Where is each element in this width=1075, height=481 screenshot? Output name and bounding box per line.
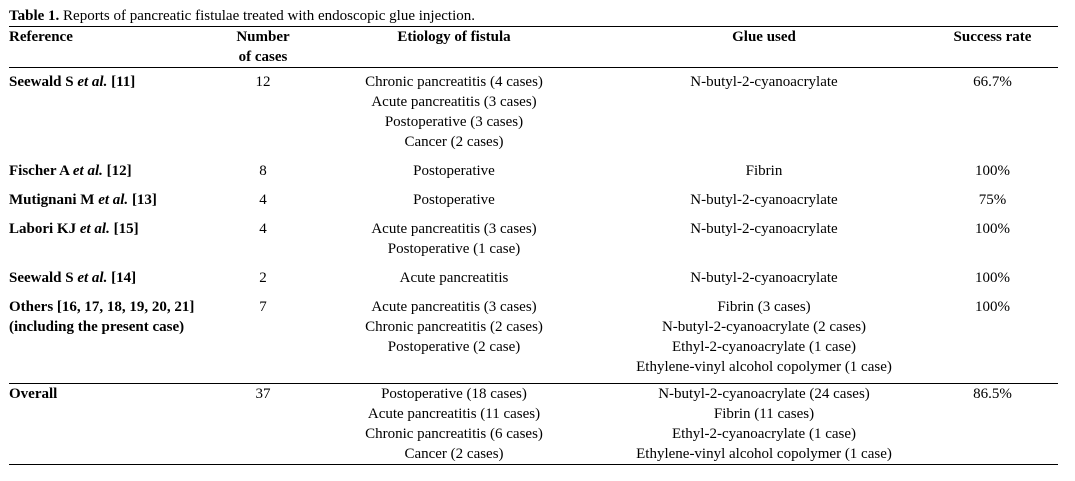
etiology-cell-line: Postoperative (2 case): [387, 339, 521, 355]
header-number-of-cases: [219, 27, 307, 68]
header-number-line1: Number: [236, 29, 290, 45]
reference-cell: [9, 297, 219, 384]
table-row: [9, 268, 1058, 297]
fistulae-table: [9, 26, 1058, 465]
etiology-cell: [307, 190, 601, 219]
cases-cell: 8: [259, 163, 267, 179]
cases-cell: 7: [259, 299, 267, 315]
glue-cell-line: Fibrin: [745, 163, 783, 179]
table-row: [9, 161, 1058, 190]
caption-label: Table 1.: [9, 8, 60, 24]
overall-etiology: [307, 384, 601, 465]
overall-row: [9, 384, 1058, 465]
etiology-cell-line: Acute pancreatitis (3 cases): [371, 299, 537, 315]
overall-etiology-line: Acute pancreatitis (11 cases): [367, 406, 541, 422]
reference-etal: et al.: [77, 74, 108, 90]
success-cell: 66.7%: [973, 74, 1012, 90]
glue-cell: [601, 161, 927, 190]
table-header: [9, 27, 1058, 68]
success-cell: 100%: [975, 270, 1010, 286]
etiology-cell-line: Postoperative (1 case): [387, 241, 521, 257]
reference-etal: et al.: [77, 270, 108, 286]
etiology-cell: [307, 219, 601, 268]
cases-cell: 4: [259, 221, 267, 237]
glue-cell-line: N-butyl-2-cyanoacrylate: [690, 270, 838, 286]
reference-citation: [15]: [109, 221, 139, 237]
reference-cell: [9, 268, 219, 297]
glue-cell: [601, 190, 927, 219]
cases-cell: 4: [259, 192, 267, 208]
glue-cell-line: N-butyl-2-cyanoacrylate: [690, 192, 838, 208]
etiology-cell-line: Postoperative: [413, 192, 495, 208]
overall-etiology-line: Cancer (2 cases): [404, 446, 504, 462]
success-cell: 75%: [978, 192, 1007, 208]
overall-etiology-line: Postoperative (18 cases): [381, 386, 527, 402]
overall-glue-line: N-butyl-2-cyanoacrylate (24 cases): [658, 386, 870, 402]
etiology-cell-line: Chronic pancreatitis (2 cases): [365, 319, 543, 335]
glue-cell: [601, 297, 927, 384]
etiology-cell: [307, 297, 601, 384]
success-cell: 100%: [975, 163, 1010, 179]
table-container: [9, 7, 1058, 465]
reference-citation: [12]: [102, 163, 132, 179]
reference-name: Seewald S: [9, 74, 78, 90]
header-reference: Reference: [9, 29, 73, 45]
header-row: [9, 27, 1058, 68]
header-success-rate: Success rate: [953, 29, 1032, 45]
etiology-cell: [307, 68, 601, 162]
etiology-cell-line: Chronic pancreatitis (4 cases): [365, 74, 543, 90]
etiology-cell: [307, 161, 601, 190]
table-row: [9, 297, 1058, 384]
reference-citation: [14]: [107, 270, 137, 286]
overall-cases: 37: [255, 386, 271, 402]
table-row: [9, 190, 1058, 219]
reference-name: Mutignani M: [9, 192, 99, 208]
glue-cell: [601, 68, 927, 162]
header-number-line2: of cases: [238, 49, 288, 65]
reference-cell: [9, 68, 219, 162]
reference-etal: et al.: [79, 221, 110, 237]
reference-note: (including the present case): [9, 319, 185, 335]
table-row: [9, 68, 1058, 162]
overall-glue-line: Fibrin (11 cases): [713, 406, 815, 422]
reference-citation: [13]: [128, 192, 157, 208]
glue-cell-line: N-butyl-2-cyanoacrylate: [690, 74, 838, 90]
table-body: [9, 68, 1058, 465]
etiology-cell-line: Cancer (2 cases): [404, 134, 504, 150]
reference-name: Fischer A: [9, 163, 73, 179]
glue-cell-line: N-butyl-2-cyanoacrylate: [690, 221, 838, 237]
glue-cell-line: Ethylene-vinyl alcohol copolymer (1 case): [636, 359, 892, 375]
table-caption: [9, 7, 1058, 26]
cases-cell: 12: [255, 74, 271, 90]
etiology-cell-line: Acute pancreatitis (3 cases): [371, 221, 537, 237]
overall-label: Overall: [9, 386, 58, 402]
overall-etiology-line: Chronic pancreatitis (6 cases): [365, 426, 543, 442]
reference-etal: et al.: [72, 163, 103, 179]
reference-name: Seewald S: [9, 270, 78, 286]
overall-glue: [601, 384, 927, 465]
reference-cell: [9, 219, 219, 268]
caption-text: Reports of pancreatic fistulae treated with endoscopic glue injection.: [59, 8, 475, 24]
header-etiology: Etiology of fistula: [397, 29, 511, 45]
reference-name: Others [16, 17, 18, 19, 20, 21]: [9, 299, 195, 315]
reference-name: Labori KJ: [9, 221, 80, 237]
overall-glue-line: Ethyl-2-cyanoacrylate (1 case): [671, 426, 857, 442]
reference-cell: [9, 161, 219, 190]
etiology-cell-line: Acute pancreatitis: [399, 270, 509, 286]
etiology-cell-line: Postoperative (3 cases): [384, 114, 524, 130]
glue-cell-line: Fibrin (3 cases): [717, 299, 811, 315]
overall-success: 86.5%: [973, 386, 1012, 402]
glue-cell-line: N-butyl-2-cyanoacrylate (2 cases): [661, 319, 867, 335]
overall-glue-line: Ethylene-vinyl alcohol copolymer (1 case): [636, 446, 892, 462]
reference-cell: [9, 190, 219, 219]
cases-cell: 2: [259, 270, 267, 286]
success-cell: 100%: [975, 221, 1010, 237]
etiology-cell-line: Postoperative: [413, 163, 495, 179]
etiology-cell: [307, 268, 601, 297]
glue-cell: [601, 219, 927, 268]
etiology-cell-line: Acute pancreatitis (3 cases): [371, 94, 537, 110]
table-row: [9, 219, 1058, 268]
glue-cell-line: Ethyl-2-cyanoacrylate (1 case): [671, 339, 857, 355]
reference-citation: [11]: [107, 74, 136, 90]
glue-cell: [601, 268, 927, 297]
header-glue-used: Glue used: [732, 29, 796, 45]
success-cell: 100%: [975, 299, 1010, 315]
reference-etal: et al.: [98, 192, 129, 208]
